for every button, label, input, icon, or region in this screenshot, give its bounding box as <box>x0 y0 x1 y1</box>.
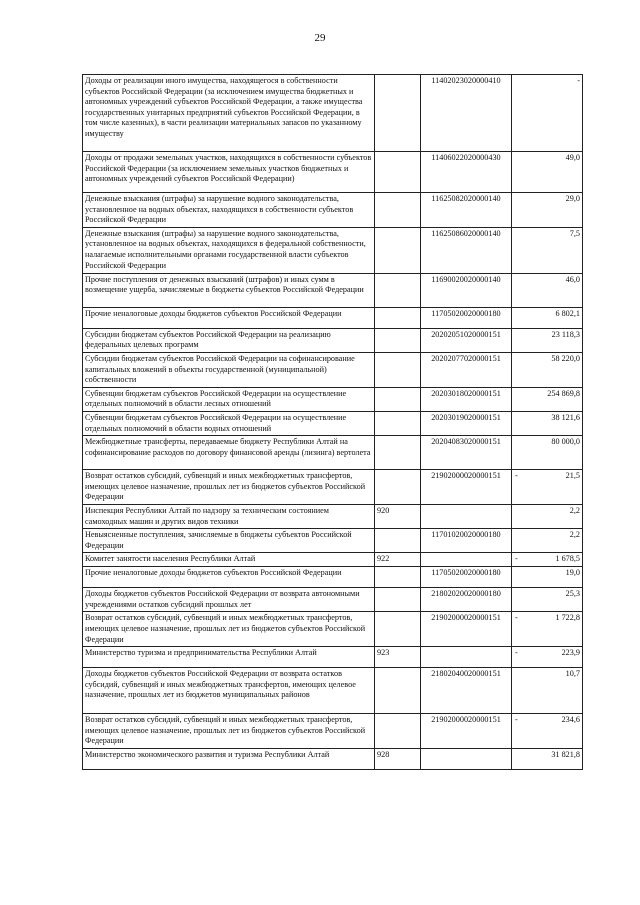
budget-classification-code: 20202051020000151 <box>421 328 512 352</box>
revenue-item-name: Инспекция Республики Алтай по надзору за техническим состоянием самоходных машин и других видов техники <box>83 504 375 528</box>
amount-value: 21,5 <box>565 471 580 481</box>
administrator-code <box>375 668 421 714</box>
amount-cell <box>512 411 583 435</box>
table-row <box>83 227 583 273</box>
budget-classification-code: 11690020020000140 <box>421 273 512 307</box>
amount-cell <box>512 307 583 328</box>
amount-value: 6 802,1 <box>555 308 580 318</box>
revenue-item-name: Возврат остатков субсидий, субвенций и иных межбюджетных трансфертов, имеющих целевое назначение, прошлых лет из бюджетов субъектов Российской Федерации <box>83 612 375 647</box>
table-row <box>83 668 583 714</box>
table-row <box>83 307 583 328</box>
administrator-code <box>375 307 421 328</box>
table-row <box>83 436 583 470</box>
revenue-item-name: Возврат остатков субсидий, субвенций и иных межбюджетных трансфертов, имеющих целевое назначение, прошлых лет из бюджетов субъектов Российской Федерации <box>83 470 375 505</box>
budget-classification-code: 11625082020000140 <box>421 193 512 228</box>
amount-cell <box>512 588 583 612</box>
table-row <box>83 588 583 612</box>
revenue-item-name: Невыясненные поступления, зачисляемые в бюджеты субъектов Российской Федерации <box>83 529 375 553</box>
revenue-table <box>82 74 583 770</box>
administrator-code <box>375 470 421 505</box>
administrator-code <box>375 352 421 387</box>
revenue-item-name: Доходы бюджетов субъектов Российской Федерации от возврата остатков субсидий, субвенций и иных межбюджетных трансфертов, имеющих целевое назначение, прошлых лет из бюджетов муниципальных районов <box>83 668 375 714</box>
table-row <box>83 470 583 505</box>
amount-cell <box>512 152 583 193</box>
budget-classification-code: 21802040020000151 <box>421 668 512 714</box>
revenue-item-name: Субвенции бюджетам субъектов Российской Федерации на осуществление отдельных полномочий в области лесных отношений <box>83 387 375 411</box>
table-row <box>83 504 583 528</box>
budget-classification-code: 21802020020000180 <box>421 588 512 612</box>
revenue-item-name: Доходы от продажи земельных участков, находящихся в собственности субъектов Российской Федерации (за исключением земельных участков бюджетных и автономных учреждений субъектов Российской Федерации) <box>83 152 375 193</box>
administrator-code <box>375 227 421 273</box>
amount-value: 46,0 <box>565 274 580 284</box>
amount-value: 80 000,0 <box>551 437 580 447</box>
administrator-code: 928 <box>375 749 421 770</box>
budget-classification-code: 20204083020000151 <box>421 436 512 470</box>
amount-cell <box>512 227 583 273</box>
administrator-code <box>375 387 421 411</box>
revenue-item-name: Субсидии бюджетам субъектов Российской Федерации на софинансирование капитальных вложений в объекты государственной (муниципальной) собственности <box>83 352 375 387</box>
table-row <box>83 387 583 411</box>
revenue-table-body <box>83 75 583 770</box>
budget-classification-code: 20202077020000151 <box>421 352 512 387</box>
negative-sign: - <box>515 613 518 623</box>
amount-value: 31 821,8 <box>551 750 580 760</box>
table-row <box>83 411 583 435</box>
revenue-item-name: Комитет занятости населения Республики Алтай <box>83 553 375 567</box>
table-row <box>83 193 583 228</box>
administrator-code <box>375 273 421 307</box>
amount-cell <box>512 749 583 770</box>
table-row <box>83 567 583 588</box>
budget-classification-code: 11701020020000180 <box>421 529 512 553</box>
revenue-item-name: Субсидии бюджетам субъектов Российской Федерации на реализацию федеральных целевых программ <box>83 328 375 352</box>
table-row <box>83 273 583 307</box>
table-row <box>83 328 583 352</box>
budget-classification-code <box>421 504 512 528</box>
amount-value: 10,7 <box>565 669 580 679</box>
budget-classification-code: 11406022020000430 <box>421 152 512 193</box>
revenue-item-name: Министерство туризма и предпринимательства Республики Алтай <box>83 647 375 668</box>
amount-cell <box>512 273 583 307</box>
negative-sign: - <box>515 648 518 658</box>
table-row <box>83 612 583 647</box>
administrator-code <box>375 328 421 352</box>
amount-cell <box>512 612 583 647</box>
amount-value: 19,0 <box>565 568 580 578</box>
amount-value: 49,0 <box>565 153 580 162</box>
table-row <box>83 529 583 553</box>
budget-classification-code <box>421 749 512 770</box>
amount-cell <box>512 714 583 749</box>
amount-cell <box>512 470 583 505</box>
amount-value: 38 121,6 <box>551 412 580 422</box>
amount-value: 254 869,8 <box>547 388 580 398</box>
revenue-item-name: Прочие неналоговые доходы бюджетов субъектов Российской Федерации <box>83 307 375 328</box>
administrator-code <box>375 193 421 228</box>
revenue-item-name: Субвенции бюджетам субъектов Российской Федерации на осуществление отдельных полномочий в области водных отношений <box>83 411 375 435</box>
administrator-code: 920 <box>375 504 421 528</box>
budget-classification-code: 11705020020000180 <box>421 307 512 328</box>
administrator-code <box>375 436 421 470</box>
budget-classification-code: 21902000020000151 <box>421 612 512 647</box>
revenue-item-name: Денежные взыскания (штрафы) за нарушение водного законодательства, установленное на водных объектах, находящихся в собственности субъектов Российской Федерации <box>83 193 375 228</box>
administrator-code: 922 <box>375 553 421 567</box>
amount-value: 2,2 <box>569 505 580 515</box>
amount-value: 2,2 <box>569 530 580 540</box>
amount-value: 23 118,3 <box>551 329 580 339</box>
table-row <box>83 152 583 193</box>
table-row <box>83 647 583 668</box>
amount-value: 25,3 <box>565 589 580 599</box>
table-row <box>83 749 583 770</box>
budget-classification-code: 11625086020000140 <box>421 227 512 273</box>
amount-value: 223,9 <box>561 648 580 658</box>
amount-cell <box>512 193 583 228</box>
revenue-item-name: Доходы бюджетов субъектов Российской Федерации от возврата автономными учреждениями остатков субсидий прошлых лет <box>83 588 375 612</box>
revenue-item-name: Прочие поступления от денежных взысканий (штрафов) и иных сумм в возмещение ущерба, зачисляемые в бюджеты субъектов Российской Федерации <box>83 273 375 307</box>
amount-cell <box>512 75 583 152</box>
revenue-item-name: Министерство экономического развития и туризма Республики Алтай <box>83 749 375 770</box>
amount-cell <box>512 328 583 352</box>
page-number: 29 <box>314 32 326 44</box>
revenue-item-name: Денежные взыскания (штрафы) за нарушение водного законодательства, установленное на водных объектах, находящихся в федеральной собственности, налагаемые исполнительными органами государственной власти субъектов Российской Федерации <box>83 227 375 273</box>
budget-classification-code <box>421 647 512 668</box>
amount-cell <box>512 647 583 668</box>
table-row <box>83 352 583 387</box>
table-row <box>83 553 583 567</box>
negative-sign: - <box>515 715 518 725</box>
table-row <box>83 714 583 749</box>
administrator-code <box>375 612 421 647</box>
amount-cell <box>512 529 583 553</box>
budget-classification-code <box>421 553 512 567</box>
negative-sign: - <box>515 554 518 564</box>
revenue-item-name: Межбюджетные трансферты, передаваемые бюджету Республики Алтай на софинансирование расходов по договору финансовой аренды (лизинга) вертолета <box>83 436 375 470</box>
budget-classification-code: 20203019020000151 <box>421 411 512 435</box>
amount-value: 7,5 <box>569 228 580 238</box>
amount-cell <box>512 567 583 588</box>
table-row <box>83 75 583 152</box>
amount-cell <box>512 504 583 528</box>
budget-classification-code: 11402023020000410 <box>421 75 512 152</box>
revenue-item-name: Прочие неналоговые доходы бюджетов субъектов Российской Федерации <box>83 567 375 588</box>
administrator-code <box>375 152 421 193</box>
administrator-code <box>375 411 421 435</box>
amount-cell <box>512 436 583 470</box>
budget-classification-code: 21902000020000151 <box>421 714 512 749</box>
amount-cell <box>512 553 583 567</box>
amount-value: 1 678,5 <box>555 554 580 564</box>
amount-value: 234,6 <box>561 715 580 725</box>
amount-cell <box>512 668 583 714</box>
amount-value: 1 722,8 <box>555 613 580 623</box>
negative-sign: - <box>515 471 518 481</box>
administrator-code: 923 <box>375 647 421 668</box>
amount-value: 29,0 <box>565 194 580 203</box>
budget-classification-code: 20203018020000151 <box>421 387 512 411</box>
administrator-code <box>375 588 421 612</box>
administrator-code <box>375 75 421 152</box>
administrator-code <box>375 714 421 749</box>
amount-cell <box>512 352 583 387</box>
administrator-code <box>375 567 421 588</box>
budget-classification-code: 11705020020000180 <box>421 567 512 588</box>
administrator-code <box>375 529 421 553</box>
revenue-item-name: Возврат остатков субсидий, субвенций и иных межбюджетных трансфертов, имеющих целевое назначение, прошлых лет из бюджетов субъектов Российской Федерации <box>83 714 375 749</box>
budget-classification-code: 21902000020000151 <box>421 470 512 505</box>
amount-value: 58 220,0 <box>551 353 580 363</box>
amount-value: - <box>577 76 580 85</box>
revenue-item-name: Доходы от реализации иного имущества, находящегося в собственности субъектов Российской Федерации (за исключением имущества бюджетных и автономных учреждений субъектов Российской Федерации, а также имущества государственных унитарных предприятий субъектов Российской Федерации, в том числе казенных), в части реализации материальных запасов по указанному имуществу <box>83 75 375 152</box>
amount-cell <box>512 387 583 411</box>
